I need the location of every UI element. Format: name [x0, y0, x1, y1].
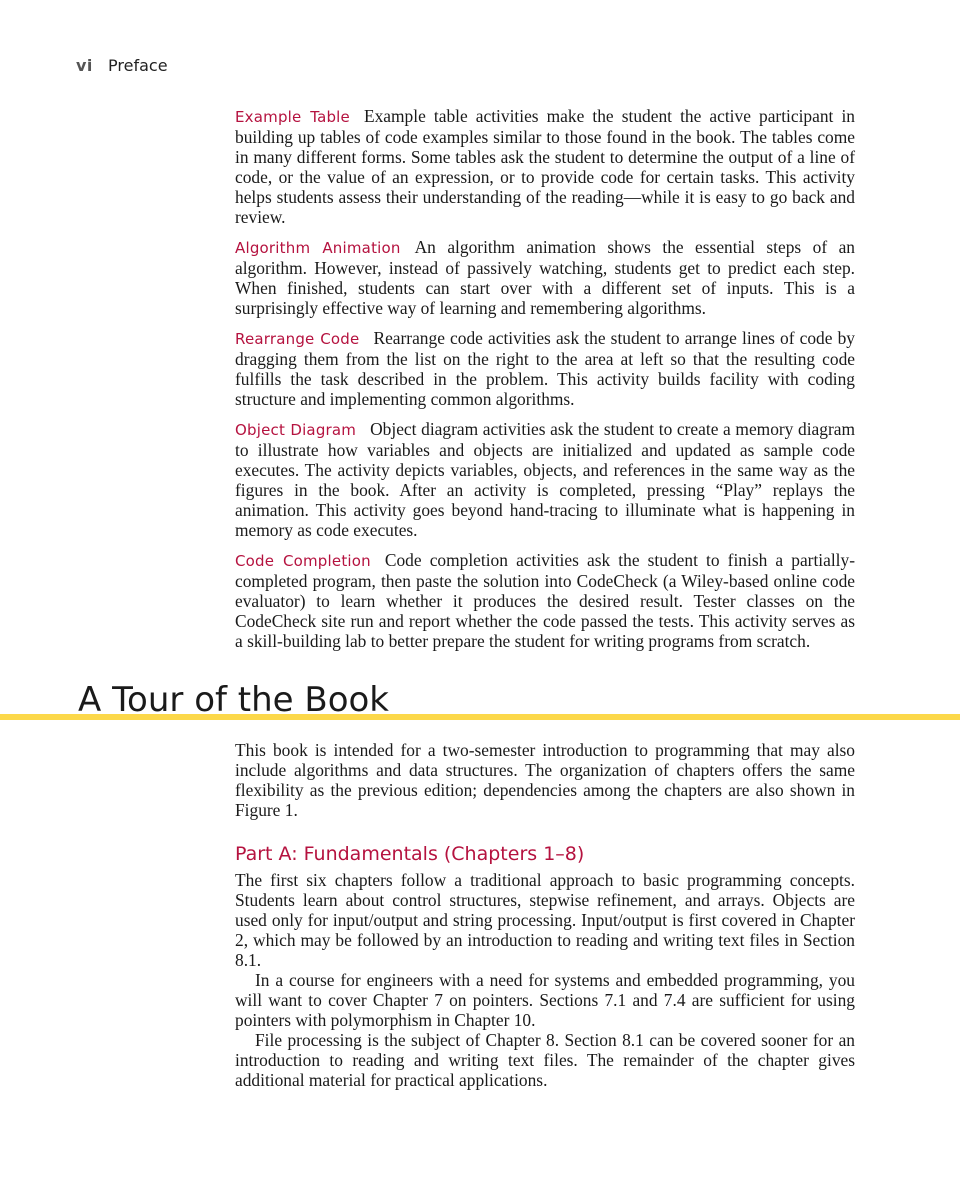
page-number: vi: [76, 56, 93, 75]
activity-term: Example Table: [235, 108, 350, 126]
running-head: [76, 56, 168, 75]
activity-description: An algorithm animation shows the essential steps of an algorithm. However, instead of passively watching, students get to predict each step. When finished, students can start over with a different set of inputs. This is a surprisingly effective way of learning and remembering algorithms.: [235, 237, 855, 318]
section-title: A Tour of the Book: [78, 680, 389, 720]
body-paragraph: The first six chapters follow a traditional approach to basic programming concepts. Students learn about control structures, stepwise refinement, and arrays. Objects are used only for input/output and string processing. Input/output is first covered in Chapter 2, which may be followed by an introduction to reading and writing text files in Section 8.1.: [235, 870, 855, 970]
tour-section-body: [235, 740, 855, 1090]
activity-rearrange-code: [235, 328, 855, 409]
activity-description: Rearrange code activities ask the student to arrange lines of code by dragging them from the list on the right to the area at left so that the resulting code fulfills the task described in the problem. This activity builds facility with coding structure and implementing common algorithms.: [235, 328, 855, 409]
activity-example-table: [235, 106, 855, 227]
body-paragraph: In a course for engineers with a need for systems and embedded programming, you will want to cover Chapter 7 on pointers. Sections 7.1 and 7.4 are sufficient for using pointers with polymorphism in Chapter 10.: [235, 970, 855, 1030]
subsection-title: Part A: Fundamentals (Chapters 1–8): [235, 843, 585, 865]
activity-term: Rearrange Code: [235, 330, 360, 348]
body-paragraph: File processing is the subject of Chapter 8. Section 8.1 can be covered sooner for an introduction to reading and writing text files. The remainder of the chapter gives additional material for practical applications.: [235, 1030, 855, 1090]
activity-term: Object Diagram: [235, 421, 357, 439]
activity-term: Code Completion: [235, 552, 371, 570]
section-intro-paragraph: This book is intended for a two-semester introduction to programming that may also include algorithms and data structures. The organization of chapters offers the same flexibility as the previous edition; dependencies among the chapters are also shown in Figure 1.: [235, 740, 855, 820]
activity-description: Code completion activities ask the student to finish a partially-completed program, then paste the solution into CodeCheck (a Wiley-based online code evaluator) to learn whether it produces the desired result. Tester classes on the CodeCheck site run and report whether the code passed the tests. This activity serves as a skill-building lab to better prepare the student for writing programs from scratch.: [235, 550, 855, 651]
activity-list: [235, 106, 855, 661]
activity-code-completion: [235, 550, 855, 651]
activity-algorithm-animation: [235, 237, 855, 318]
activity-description: Example table activities make the student the active participant in building up tables of code examples similar to those found in the book. The tables come in many different forms. Some tables ask the student to determine the output of a line of code, or the value of an expression, or to provide code for certain tasks. This activity helps students assess their understanding of the reading—while it is easy to go back and review.: [235, 106, 855, 227]
activity-object-diagram: [235, 419, 855, 540]
running-head-title: Preface: [108, 56, 168, 75]
activity-description: Object diagram activities ask the student to create a memory diagram to illustrate how variables and objects are initialized and updated as sample code executes. The activity depicts variables, objects, and references in the same way as the figures in the book. After an activity is completed, pressing “Play” replays the animation. This activity goes beyond hand-tracing to illuminate what is happening in memory as code executes.: [235, 419, 855, 540]
activity-term: Algorithm Animation: [235, 239, 401, 257]
